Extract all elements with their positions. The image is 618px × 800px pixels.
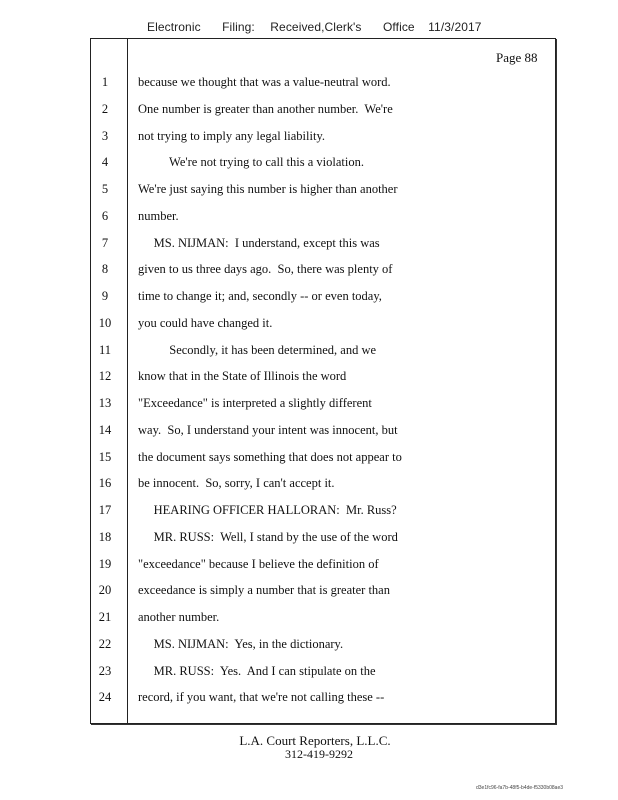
line-text: MR. RUSS: Yes. And I can stipulate on the [138,663,376,678]
line-text: be innocent. So, sorry, I can't accept it. [138,476,335,491]
line-number: 4 [101,155,109,170]
line-text: time to change it; and, secondly -- or even today, [138,289,382,303]
header-received: Received,Clerk's [270,20,362,34]
line-number: 3 [101,128,109,143]
line-number: 24 [98,690,112,705]
line-number: 11 [98,342,112,357]
line-text: given to us three days ago. So, there was plenty of [138,262,393,277]
line-text: HEARING OFFICER HALLORAN: Mr. Russ? [138,503,397,517]
line-text: MS. NIJMAN: I understand, except this was [138,235,380,250]
header-date: 11/3/2017 [428,20,482,34]
footer-phone: 312-419-9292 [285,747,353,761]
line-number: 22 [98,636,112,651]
line-number: 21 [98,610,112,624]
line-number: 8 [101,262,109,277]
line-number: 2 [101,101,109,116]
line-text: exceedance is simply a number that is greater than [138,583,390,598]
line-number: 17 [98,503,112,517]
line-number: 6 [101,208,109,223]
header-electronic: Electronic [147,20,201,34]
line-number: 15 [98,449,112,464]
line-text: another number. [138,610,220,624]
page-number: Page 88 [496,50,538,65]
line-number-divider [127,38,128,724]
line-text: One number is greater than another number. We're [138,101,393,116]
line-number: 16 [98,476,112,491]
line-text: MS. NIJMAN: Yes, in the dictionary. [138,636,344,651]
line-text: record, if you want, that we're not calling these -- [138,690,385,705]
line-number: 14 [98,422,112,437]
line-number: 13 [98,396,112,410]
line-number: 18 [98,529,112,544]
line-text: Secondly, it has been determined, and we [138,342,377,357]
line-text: not trying to imply any legal liability. [138,128,326,143]
line-text: We're just saying this number is higher than another [138,182,398,196]
document-id: d3e1fc96-fa7b-48f5-b4de-f5330b08ae3 [476,785,564,791]
line-number: 7 [101,235,109,250]
line-number: 20 [98,583,112,598]
line-number: 5 [101,182,109,196]
line-text: the document says something that does not appear to [138,449,402,464]
line-number: 12 [98,369,112,384]
line-text: know that in the State of Illinois the word [138,369,347,384]
line-number: 19 [98,556,112,571]
line-number: 9 [101,289,109,303]
header-filing: Filing: [222,20,255,34]
line-text: "exceedance" because I believe the definition of [138,556,379,571]
filing-header [147,20,482,34]
line-text: We're not trying to call this a violation. [138,155,364,170]
line-number: 1 [101,75,109,89]
line-text: "Exceedance" is interpreted a slightly different [138,396,372,410]
line-text: number. [138,208,179,223]
header-office: Office [382,20,415,34]
line-number: 23 [98,663,112,678]
line-text: MR. RUSS: Well, I stand by the use of the word [138,529,398,544]
line-text: because we thought that was a value-neutral word. [138,75,391,89]
line-text: way. So, I understand your intent was innocent, but [138,422,398,437]
line-text: you could have changed it. [138,315,273,330]
line-number: 10 [98,315,112,330]
footer-company: L.A. Court Reporters, L.L.C. [239,733,391,748]
